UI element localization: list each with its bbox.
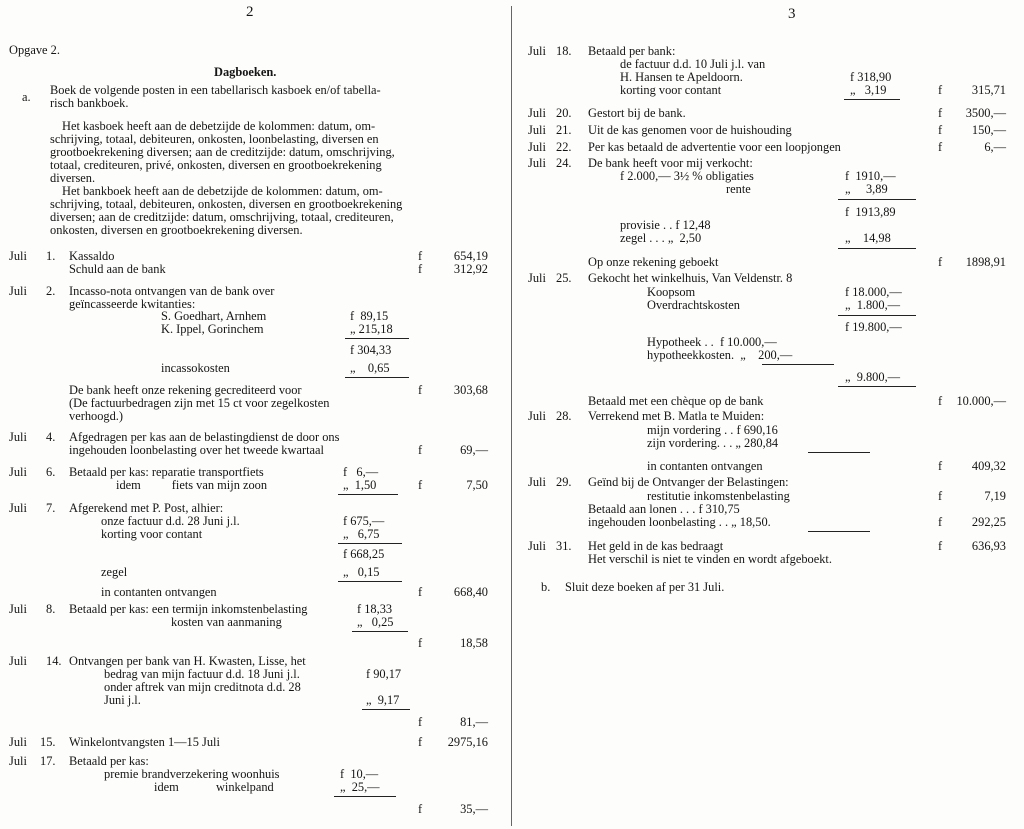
entry-text: Betaald per kas: reparatie transportfiets xyxy=(69,465,264,479)
entry-text: Geïnd bij de Ontvanger der Belastingen: xyxy=(588,475,789,489)
entry-currency: f xyxy=(938,539,943,553)
entry-date-month: Juli xyxy=(528,475,546,489)
entry-text: S. Goedhart, Arnhem xyxy=(161,309,267,323)
entry-text: korting voor contant xyxy=(620,83,722,97)
entry-currency: f xyxy=(938,489,943,503)
subtotal-rule xyxy=(838,199,916,200)
entry-amount: 35,— xyxy=(460,802,488,816)
entry-text: premie brandverzekering woonhuis xyxy=(104,767,280,781)
entry-date-day: 17. xyxy=(40,754,56,768)
page-number-right: 3 xyxy=(788,6,796,22)
entry-currency: f xyxy=(938,123,943,137)
entry-date-month: Juli xyxy=(528,123,546,137)
entry-text: in contanten ontvangen xyxy=(647,459,763,473)
entry-date-day: 22. xyxy=(556,140,572,154)
instruction-line: schrijving, totaal, debiteuren, onkosten, diversen en grootboekrekening xyxy=(50,197,403,211)
entry-subamount: „ 215,18 xyxy=(350,322,393,336)
entry-text: zegel xyxy=(101,565,128,579)
entry-date-month: Juli xyxy=(9,754,27,768)
entry-date-month: Juli xyxy=(528,44,546,58)
entry-amount: 668,40 xyxy=(453,585,488,599)
subtotal-rule xyxy=(362,709,410,710)
entry-text: Het verschil is niet te vinden en wordt afgeboekt. xyxy=(588,552,832,566)
entry-subamount: „ 3,89 xyxy=(845,182,888,196)
entry-date-day: 7. xyxy=(46,501,56,515)
entry-text: in contanten ontvangen xyxy=(101,585,217,599)
entry-text: idem fiets van mijn zoon xyxy=(116,478,268,492)
entry-subamount: „ 1,50 xyxy=(343,478,377,492)
entry-text: Op onze rekening geboekt xyxy=(588,255,719,269)
entry-amount: 3500,— xyxy=(965,106,1006,120)
entry-date-day: 15. xyxy=(40,735,56,749)
entry-amount: 312,92 xyxy=(453,262,488,276)
entry-date-day: 29. xyxy=(556,475,572,489)
entry-amount: 636,93 xyxy=(971,539,1006,553)
entry-subamount: „ 0,65 xyxy=(350,361,390,375)
entry-date-day: 24. xyxy=(556,156,572,170)
entry-text: Juni j.l. xyxy=(104,693,141,707)
entry-text: De bank heeft voor mij verkocht: xyxy=(588,156,753,170)
entry-date-month: Juli xyxy=(528,539,546,553)
entry-amount: 303,68 xyxy=(453,383,488,397)
subtotal-rule xyxy=(338,494,398,495)
instruction-line: diversen. xyxy=(50,171,96,185)
entry-text: mijn vordering . . f 690,16 xyxy=(647,423,778,437)
entry-currency: f xyxy=(938,515,943,529)
entry-amount: 315,71 xyxy=(971,83,1006,97)
entry-text: Per kas betaald de advertentie voor een loopjongen xyxy=(588,140,841,154)
entry-amount: 2975,16 xyxy=(447,735,488,749)
subtotal-rule xyxy=(838,386,916,387)
entry-text: Ontvangen per bank van H. Kwasten, Lisse, het xyxy=(69,654,306,668)
entry-currency: f xyxy=(418,262,423,276)
entry-text: Betaald met een chèque op de bank xyxy=(588,394,764,408)
entry-text: geïncasseerde kwitanties: xyxy=(69,297,196,311)
entry-subamount: f 18,33 xyxy=(357,602,393,616)
entry-text: ingehouden loonbelasting over het tweede kwartaal xyxy=(69,443,324,457)
entry-subamount: f 668,25 xyxy=(343,547,385,561)
entry-subamount: „ 0,15 xyxy=(343,565,380,579)
subtotal-rule xyxy=(338,581,402,582)
subtotal-rule xyxy=(808,531,870,532)
entry-subamount: f 304,33 xyxy=(350,343,392,357)
subtotal-rule xyxy=(352,631,408,632)
entry-date-month: Juli xyxy=(9,654,27,668)
part-b-marker: b. xyxy=(541,580,551,594)
subtotal-rule xyxy=(838,315,916,316)
entry-date-day: 31. xyxy=(556,539,572,553)
entry-amount: 7,50 xyxy=(466,478,488,492)
entry-subamount: „ 1.800,— xyxy=(845,298,901,312)
part-b-text: Sluit deze boeken af per 31 Juli. xyxy=(565,580,725,594)
entry-text: Winkelontvangsten 1—15 Juli xyxy=(69,735,220,749)
subtotal-rule xyxy=(345,338,409,339)
instruction-line: Het kasboek heeft aan de debetzijde de kolommen: datum, om- xyxy=(62,119,376,133)
instruction-line: grootboekrekening diversen; aan de creditzijde: datum, omschrijving, xyxy=(50,145,395,159)
entry-currency: f xyxy=(418,802,423,816)
entry-text: H. Hansen te Apeldoorn. xyxy=(620,70,743,84)
entry-subamount: f 675,— xyxy=(343,514,385,528)
instruction-line: Het bankboek heeft aan de debetzijde de kolommen: datum, om- xyxy=(62,184,383,198)
page-gutter xyxy=(511,6,512,826)
entry-date-day: 21. xyxy=(556,123,572,137)
entry-currency: f xyxy=(938,106,943,120)
instruction-line: risch bankboek. xyxy=(50,96,129,110)
entry-text: rente xyxy=(726,182,751,196)
entry-date-day: 6. xyxy=(46,465,56,479)
entry-date-day: 28. xyxy=(556,409,572,423)
entry-subamount: f 1913,89 xyxy=(845,205,896,219)
entry-text: idem winkelpand xyxy=(154,780,274,794)
part-a-marker: a. xyxy=(22,90,31,104)
entry-text: zegel . . . „ 2,50 xyxy=(620,231,702,245)
entry-text: Het geld in de kas bedraagt xyxy=(588,539,724,553)
entry-text: kosten van aanmaning xyxy=(171,615,282,629)
entry-text: onder aftrek van mijn creditnota d.d. 28 xyxy=(104,680,301,694)
page-number-left: 2 xyxy=(246,4,254,20)
entry-currency: f xyxy=(418,383,423,397)
entry-text: incassokosten xyxy=(161,361,230,375)
entry-date-month: Juli xyxy=(528,156,546,170)
entry-date-day: 1. xyxy=(46,249,56,263)
entry-currency: f xyxy=(418,735,423,749)
instruction-line: onkosten, diversen en grootboekrekening diversen. xyxy=(50,223,303,237)
entry-subamount: f 90,17 xyxy=(366,667,402,681)
entry-text: K. Ippel, Gorinchem xyxy=(161,322,264,336)
entry-subamount: „ 25,— xyxy=(340,780,380,794)
entry-date-month: Juli xyxy=(9,735,27,749)
entry-date-day: 14. xyxy=(46,654,62,668)
entry-text: provisie . . f 12,48 xyxy=(620,218,711,232)
entry-currency: f xyxy=(938,394,943,408)
entry-date-month: Juli xyxy=(9,430,27,444)
entry-subamount: „ 6,75 xyxy=(343,527,380,541)
exercise-label: Opgave 2. xyxy=(9,43,60,57)
entry-text: Betaald aan lonen . . . f 310,75 xyxy=(588,502,740,516)
subtotal-rule xyxy=(345,377,409,378)
entry-subamount: „ 9,17 xyxy=(366,693,400,707)
entry-date-month: Juli xyxy=(9,249,27,263)
entry-amount: 409,32 xyxy=(971,459,1006,473)
entry-text: Schuld aan de bank xyxy=(69,262,166,276)
entry-date-day: 8. xyxy=(46,602,56,616)
entry-text: hypotheekkosten. „ 200,— xyxy=(647,348,793,362)
entry-amount: 654,19 xyxy=(453,249,488,263)
entry-subamount: f 1910,— xyxy=(845,169,896,183)
subtotal-rule xyxy=(808,452,870,453)
subtotal-rule xyxy=(334,796,396,797)
entry-currency: f xyxy=(418,636,423,650)
subtotal-rule xyxy=(338,543,402,544)
section-title: Dagboeken. xyxy=(214,65,277,79)
entry-text: Afgerekend met P. Post, alhier: xyxy=(69,501,224,515)
instruction-line: Boek de volgende posten in een tabellarisch kasboek en/of tabella- xyxy=(50,83,381,97)
entry-text: De bank heeft onze rekening gecrediteerd voor xyxy=(69,383,302,397)
entry-text: Betaald per bank: xyxy=(588,44,676,58)
entry-text: Kassaldo xyxy=(69,249,115,263)
entry-date-day: 25. xyxy=(556,271,572,285)
instruction-line: schrijving, totaal, debiteuren, onkosten, loonbelasting, diversen en xyxy=(50,132,379,146)
entry-currency: f xyxy=(418,249,423,263)
entry-amount: 292,25 xyxy=(971,515,1006,529)
instruction-line: totaal, crediteuren, privé, onkosten, diversen en grootboekrekening xyxy=(50,158,382,172)
entry-text: zijn vordering. . . „ 280,84 xyxy=(647,436,779,450)
entry-subamount: „ 3,19 xyxy=(850,83,887,97)
entry-currency: f xyxy=(418,585,423,599)
entry-subamount: „ 14,98 xyxy=(845,231,891,245)
entry-text: de factuur d.d. 10 Juli j.l. van xyxy=(620,57,766,71)
entry-text: Incasso-nota ontvangen van de bank over xyxy=(69,284,275,298)
entry-text: restitutie inkomstenbelasting xyxy=(647,489,790,503)
entry-subamount: „ 0,25 xyxy=(357,615,394,629)
entry-amount: 81,— xyxy=(460,715,488,729)
entry-subamount: f 89,15 xyxy=(350,309,389,323)
entry-subamount: f 18.000,— xyxy=(845,285,902,299)
entry-subamount: „ 9.800,— xyxy=(845,370,901,384)
entry-text: Gekocht het winkelhuis, Van Veldenstr. 8 xyxy=(588,271,793,285)
entry-text: Betaald per kas: een termijn inkomstenbelasting xyxy=(69,602,308,616)
entry-text: Betaald per kas: xyxy=(69,754,149,768)
entry-date-month: Juli xyxy=(9,602,27,616)
entry-text: Verrekend met B. Matla te Muiden: xyxy=(588,409,765,423)
entry-text: f 2.000,— 3½ % obligaties xyxy=(620,169,754,183)
entry-date-month: Juli xyxy=(9,284,27,298)
entry-subamount: f 10,— xyxy=(340,767,379,781)
entry-date-month: Juli xyxy=(528,140,546,154)
entry-text: ingehouden loonbelasting . . „ 18,50. xyxy=(588,515,771,529)
entry-currency: f xyxy=(418,443,423,457)
entry-date-month: Juli xyxy=(528,106,546,120)
entry-amount: 18,58 xyxy=(460,636,488,650)
entry-text: Gestort bij de bank. xyxy=(588,106,686,120)
subtotal-rule xyxy=(844,99,900,100)
entry-amount: 150,— xyxy=(971,123,1006,137)
entry-text: verhoogd.) xyxy=(69,409,124,423)
entry-amount: 7,19 xyxy=(984,489,1006,503)
entry-currency: f xyxy=(938,255,943,269)
entry-currency: f xyxy=(418,478,423,492)
entry-text: Uit de kas genomen voor de huishouding xyxy=(588,123,792,137)
entry-amount: 6,— xyxy=(984,140,1006,154)
entry-text: (De factuurbedragen zijn met 15 ct voor zegelkosten xyxy=(69,396,330,410)
entry-subamount: f 19.800,— xyxy=(845,320,902,334)
entry-text: Hypotheek . . f 10.000,— xyxy=(647,335,777,349)
entry-date-day: 18. xyxy=(556,44,572,58)
entry-date-month: Juli xyxy=(528,271,546,285)
entry-date-month: Juli xyxy=(9,501,27,515)
entry-date-day: 20. xyxy=(556,106,572,120)
entry-currency: f xyxy=(938,140,943,154)
entry-currency: f xyxy=(938,459,943,473)
subtotal-rule xyxy=(838,248,916,249)
entry-currency: f xyxy=(418,715,423,729)
entry-date-day: 4. xyxy=(46,430,56,444)
entry-amount: 1898,91 xyxy=(965,255,1006,269)
entry-date-month: Juli xyxy=(528,409,546,423)
instruction-line: diversen; aan de creditzijde: datum, omschrijving, totaal, crediteuren, xyxy=(50,210,394,224)
entry-text: Overdrachtskosten xyxy=(647,298,740,312)
entry-text: korting voor contant xyxy=(101,527,203,541)
entry-amount: 10.000,— xyxy=(956,394,1006,408)
entry-date-day: 2. xyxy=(46,284,56,298)
entry-subamount: f 318,90 xyxy=(850,70,892,84)
entry-text: Afgedragen per kas aan de belastingdienst de door ons xyxy=(69,430,340,444)
entry-text: bedrag van mijn factuur d.d. 18 Juni j.l. xyxy=(104,667,300,681)
entry-text: onze factuur d.d. 28 Juni j.l. xyxy=(101,514,240,528)
entry-date-month: Juli xyxy=(9,465,27,479)
entry-subamount: f 6,— xyxy=(343,465,379,479)
subtotal-rule xyxy=(762,364,834,365)
entry-currency: f xyxy=(938,83,943,97)
entry-amount: 69,— xyxy=(460,443,488,457)
entry-text: Koopsom xyxy=(647,285,696,299)
